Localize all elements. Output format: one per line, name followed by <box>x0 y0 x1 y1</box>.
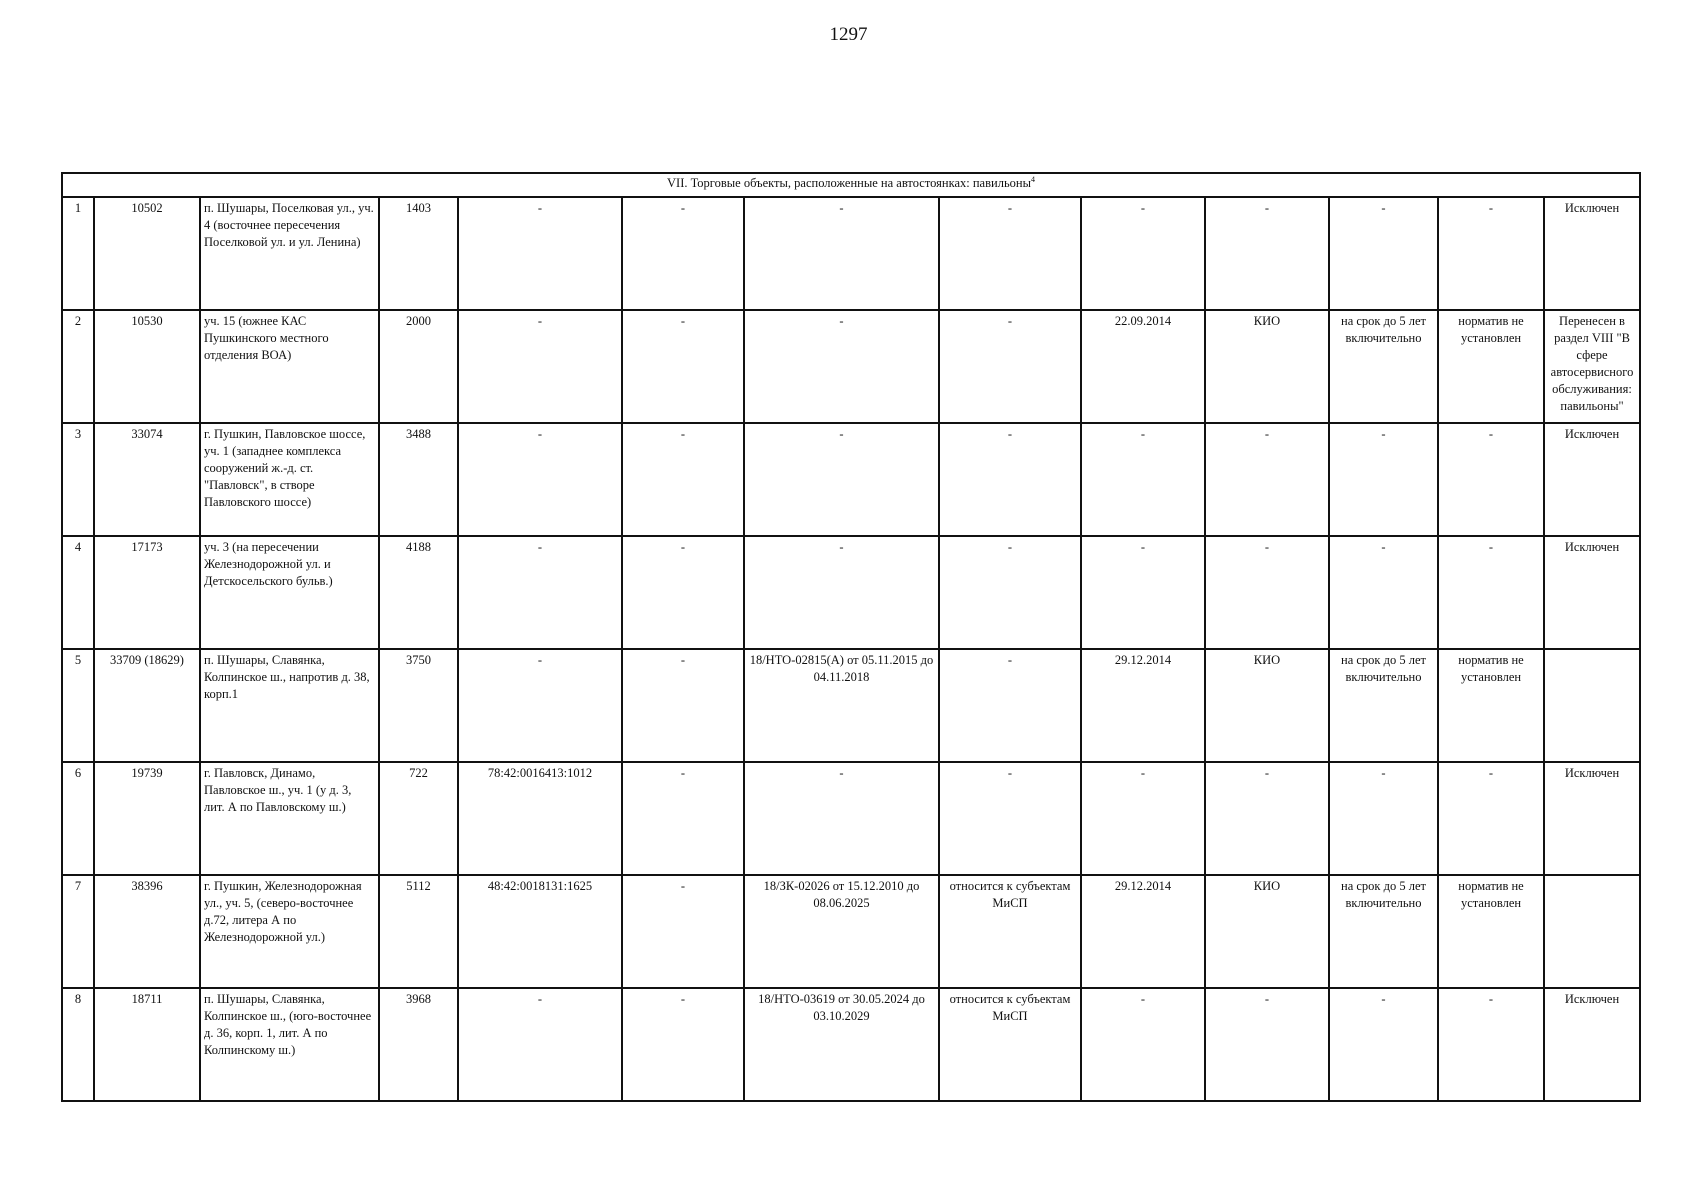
smsp-status-cell: относится к субъектам МиСП <box>939 988 1081 1101</box>
section-title-cell <box>62 173 1640 197</box>
row-number-cell: 5 <box>62 649 94 762</box>
cadastral-number-cell: - <box>458 649 622 762</box>
cadastral-number-cell: - <box>458 536 622 649</box>
cadastral-number-cell: - <box>458 310 622 423</box>
inclusion-date-cell: - <box>1081 536 1205 649</box>
column-6-cell: - <box>622 197 744 310</box>
inclusion-date-cell: - <box>1081 197 1205 310</box>
row-number-cell: 8 <box>62 988 94 1101</box>
term-cell: - <box>1329 197 1438 310</box>
norm-cell: - <box>1438 762 1544 875</box>
area-cell: 3750 <box>379 649 458 762</box>
table-row <box>62 197 1640 310</box>
inclusion-date-cell: - <box>1081 762 1205 875</box>
cadastral-number-cell: - <box>458 988 622 1101</box>
object-id-cell: 33709 (18629) <box>94 649 200 762</box>
area-cell: 1403 <box>379 197 458 310</box>
inclusion-date-cell: 22.09.2014 <box>1081 310 1205 423</box>
column-6-cell: - <box>622 423 744 536</box>
area-cell: 5112 <box>379 875 458 988</box>
area-cell: 4188 <box>379 536 458 649</box>
smsp-status-cell: - <box>939 423 1081 536</box>
object-id-cell: 10502 <box>94 197 200 310</box>
object-id-cell: 10530 <box>94 310 200 423</box>
object-id-cell: 19739 <box>94 762 200 875</box>
column-6-cell: - <box>622 310 744 423</box>
term-cell: - <box>1329 988 1438 1101</box>
term-cell: на срок до 5 лет включительно <box>1329 649 1438 762</box>
note-cell: Исключен <box>1544 536 1640 649</box>
row-number-cell: 2 <box>62 310 94 423</box>
area-cell: 722 <box>379 762 458 875</box>
table-row <box>62 536 1640 649</box>
note-cell: Исключен <box>1544 423 1640 536</box>
contract-cell: 18/НТО-03619 от 30.05.2024 до 03.10.2029 <box>744 988 939 1101</box>
organization-cell: - <box>1205 536 1329 649</box>
smsp-status-cell: - <box>939 649 1081 762</box>
row-number-cell: 6 <box>62 762 94 875</box>
address-cell: уч. 15 (южнее КАС Пушкинского местного отделения ВОА) <box>200 310 379 423</box>
address-cell: п. Шушары, Славянка, Колпинское ш., (юго-восточнее д. 36, корп. 1, лит. А по Колпинскому ш.) <box>200 988 379 1101</box>
term-cell: на срок до 5 лет включительно <box>1329 875 1438 988</box>
note-cell: Исключен <box>1544 197 1640 310</box>
page-number: 1297 <box>829 24 868 45</box>
contract-cell: 18/НТО-02815(А) от 05.11.2015 до 04.11.2018 <box>744 649 939 762</box>
norm-cell: - <box>1438 988 1544 1101</box>
column-6-cell: - <box>622 762 744 875</box>
address-cell: г. Павловск, Динамо, Павловское ш., уч. 1 (у д. 3, лит. А по Павловскому ш.) <box>200 762 379 875</box>
inclusion-date-cell: 29.12.2014 <box>1081 875 1205 988</box>
section-title: VII. Торговые объекты, расположенные на автостоянках: павильоны <box>667 176 1031 190</box>
contract-cell: - <box>744 423 939 536</box>
inclusion-date-cell: - <box>1081 423 1205 536</box>
row-number-cell: 7 <box>62 875 94 988</box>
table-row <box>62 988 1640 1101</box>
note-cell <box>1544 875 1640 988</box>
registry-table <box>61 172 1641 1102</box>
column-6-cell: - <box>622 536 744 649</box>
contract-cell: - <box>744 197 939 310</box>
table-row <box>62 762 1640 875</box>
smsp-status-cell: - <box>939 197 1081 310</box>
section-header-row <box>62 173 1640 197</box>
term-cell: - <box>1329 762 1438 875</box>
address-cell: п. Шушары, Поселковая ул., уч. 4 (восточнее пересечения Поселковой ул. и ул. Ленина) <box>200 197 379 310</box>
column-6-cell: - <box>622 649 744 762</box>
object-id-cell: 38396 <box>94 875 200 988</box>
note-cell <box>1544 649 1640 762</box>
cadastral-number-cell: 78:42:0016413:1012 <box>458 762 622 875</box>
smsp-status-cell: - <box>939 310 1081 423</box>
contract-cell: - <box>744 310 939 423</box>
organization-cell: КИО <box>1205 649 1329 762</box>
object-id-cell: 18711 <box>94 988 200 1101</box>
row-number-cell: 3 <box>62 423 94 536</box>
column-6-cell: - <box>622 875 744 988</box>
contract-cell: 18/ЗК-02026 от 15.12.2010 до 08.06.2025 <box>744 875 939 988</box>
footnote-marker: 4 <box>1030 174 1035 184</box>
contract-cell: - <box>744 536 939 649</box>
object-id-cell: 33074 <box>94 423 200 536</box>
term-cell: на срок до 5 лет включительно <box>1329 310 1438 423</box>
norm-cell: - <box>1438 423 1544 536</box>
address-cell: уч. 3 (на пересечении Железнодорожной ул. и Детскосельского бульв.) <box>200 536 379 649</box>
contract-cell: - <box>744 762 939 875</box>
norm-cell: - <box>1438 536 1544 649</box>
table-row <box>62 649 1640 762</box>
norm-cell: норматив не установлен <box>1438 649 1544 762</box>
note-cell: Исключен <box>1544 762 1640 875</box>
inclusion-date-cell: - <box>1081 988 1205 1101</box>
cadastral-number-cell: - <box>458 423 622 536</box>
organization-cell: - <box>1205 988 1329 1101</box>
address-cell: г. Пушкин, Павловское шоссе, уч. 1 (западнее комплекса сооружений ж.-д. ст. "Павловск", в створе Павловского шоссе) <box>200 423 379 536</box>
organization-cell: - <box>1205 423 1329 536</box>
cadastral-number-cell: 48:42:0018131:1625 <box>458 875 622 988</box>
organization-cell: КИО <box>1205 310 1329 423</box>
smsp-status-cell: - <box>939 762 1081 875</box>
address-cell: г. Пушкин, Железнодорожная ул., уч. 5, (северо-восточнее д.72, литера А по Железнодорожной ул.) <box>200 875 379 988</box>
row-number-cell: 4 <box>62 536 94 649</box>
table-row <box>62 423 1640 536</box>
smsp-status-cell: относится к субъектам МиСП <box>939 875 1081 988</box>
organization-cell: - <box>1205 197 1329 310</box>
area-cell: 2000 <box>379 310 458 423</box>
table-row <box>62 310 1640 423</box>
table-row <box>62 875 1640 988</box>
organization-cell: - <box>1205 762 1329 875</box>
area-cell: 3488 <box>379 423 458 536</box>
object-id-cell: 17173 <box>94 536 200 649</box>
norm-cell: норматив не установлен <box>1438 875 1544 988</box>
row-number-cell: 1 <box>62 197 94 310</box>
norm-cell: норматив не установлен <box>1438 310 1544 423</box>
note-cell: Перенесен в раздел VIII "В сфере автосервисного обслуживания: павильоны" <box>1544 310 1640 423</box>
address-cell: п. Шушары, Славянка, Колпинское ш., напротив д. 38, корп.1 <box>200 649 379 762</box>
term-cell: - <box>1329 536 1438 649</box>
column-6-cell: - <box>622 988 744 1101</box>
cadastral-number-cell: - <box>458 197 622 310</box>
note-cell: Исключен <box>1544 988 1640 1101</box>
area-cell: 3968 <box>379 988 458 1101</box>
inclusion-date-cell: 29.12.2014 <box>1081 649 1205 762</box>
smsp-status-cell: - <box>939 536 1081 649</box>
organization-cell: КИО <box>1205 875 1329 988</box>
norm-cell: - <box>1438 197 1544 310</box>
term-cell: - <box>1329 423 1438 536</box>
